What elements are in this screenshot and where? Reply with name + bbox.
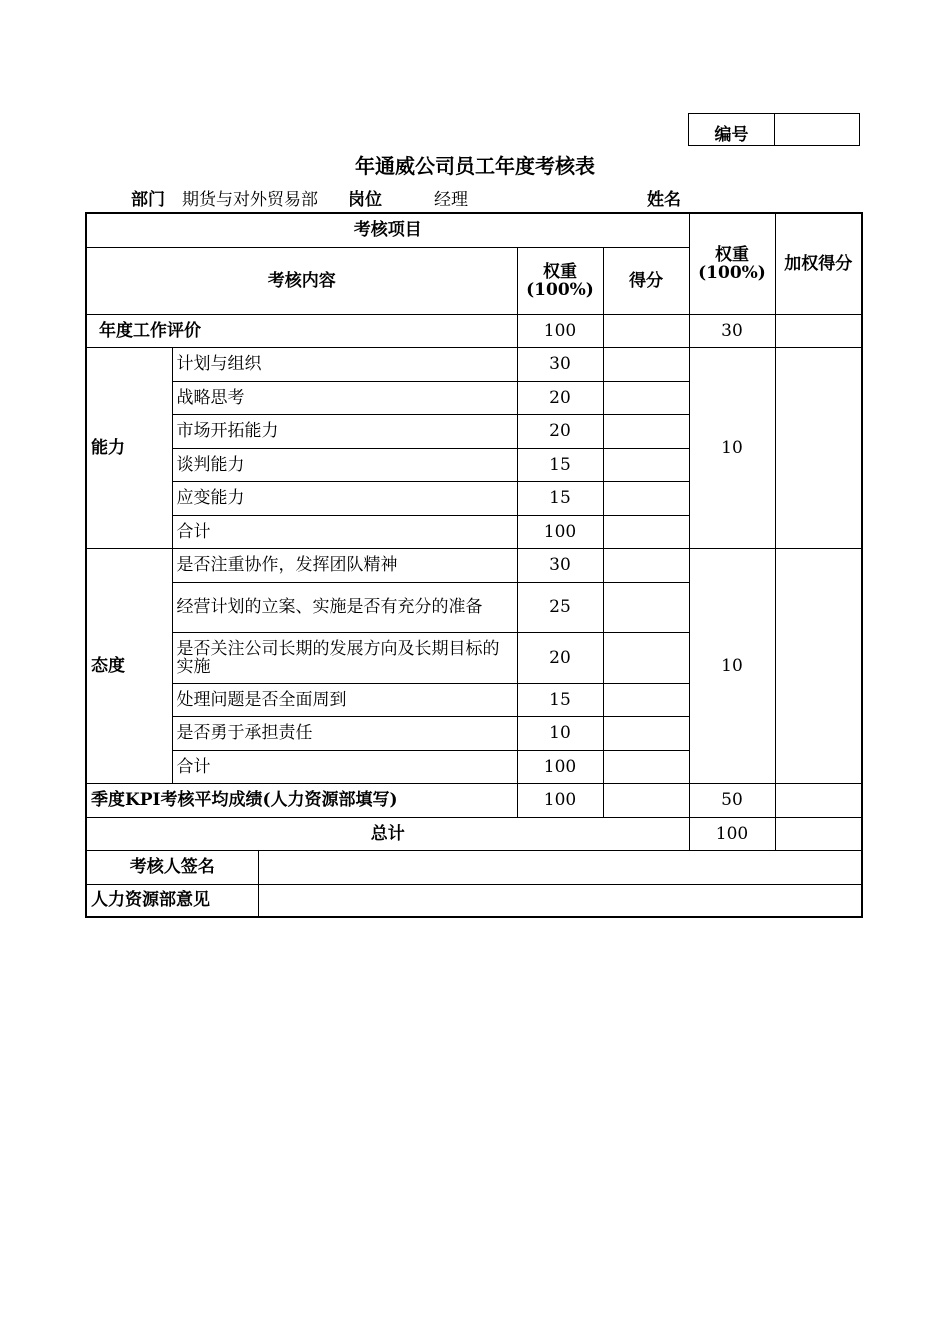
ability-label: 能力: [86, 347, 172, 548]
attitude-row-content: 是否注重协作，发挥团队精神: [172, 548, 517, 582]
attitude-row-score-cell[interactable]: [603, 716, 689, 750]
attitude-row-weight: 10: [517, 716, 603, 750]
ability-row-content: 计划与组织: [172, 347, 517, 381]
kpi-outer-weight: 50: [689, 783, 775, 817]
header-content: 考核内容: [86, 247, 517, 314]
annual-weighted-cell[interactable]: [775, 314, 862, 347]
header-weight-line1: 权重: [543, 261, 577, 282]
ability-subtotal-score-cell[interactable]: [603, 515, 689, 548]
header-weighted-score: 加权得分: [775, 213, 862, 314]
ability-row-score-cell[interactable]: [603, 347, 689, 381]
hr-opinion-field[interactable]: [258, 884, 862, 917]
ability-outer-weight: 10: [689, 347, 775, 548]
ability-row-score-cell[interactable]: [603, 481, 689, 515]
attitude-row-score-cell[interactable]: [603, 548, 689, 582]
attitude-row-weight: 30: [517, 548, 603, 582]
dept-label: 部门: [131, 190, 165, 210]
attitude-row-score-cell[interactable]: [603, 632, 689, 683]
ability-row-score-cell[interactable]: [603, 381, 689, 414]
attitude-row-weight: 15: [517, 683, 603, 716]
id-box: [688, 113, 860, 146]
hr-opinion-label: 人力资源部意见: [86, 884, 258, 917]
ability-subtotal-weight: 100: [517, 515, 603, 548]
attitude-row-content: 是否关注公司长期的发展方向及长期目标的实施: [172, 632, 517, 683]
header-weight: [517, 247, 603, 314]
attitude-row-weight: 20: [517, 632, 603, 683]
signature-label: 考核人签名: [86, 850, 258, 884]
ability-row-weight: 15: [517, 481, 603, 515]
kpi-weight: 100: [517, 783, 603, 817]
header-outer-weight-line2: (100%): [698, 262, 766, 283]
ability-row-content: 谈判能力: [172, 448, 517, 481]
attitude-row-content: 处理问题是否全面周到: [172, 683, 517, 716]
annual-weight: 100: [517, 314, 603, 347]
ability-row-weight: 20: [517, 414, 603, 448]
total-label: 总计: [86, 817, 689, 850]
ability-row-weight: 20: [517, 381, 603, 414]
name-label: 姓名: [647, 190, 681, 210]
post-value: 经理: [434, 190, 468, 210]
signature-field[interactable]: [258, 850, 862, 884]
kpi-score-cell[interactable]: [603, 783, 689, 817]
ability-row-score-cell[interactable]: [603, 414, 689, 448]
ability-weighted-cell[interactable]: [775, 347, 862, 548]
ability-row-content: 市场开拓能力: [172, 414, 517, 448]
attitude-row-content: 是否勇于承担责任: [172, 716, 517, 750]
header-outer-weight: [689, 213, 775, 314]
annual-label: 年度工作评价: [86, 314, 517, 347]
kpi-weighted-cell[interactable]: [775, 783, 862, 817]
total-outer-weight: 100: [689, 817, 775, 850]
attitude-row-score-cell[interactable]: [603, 582, 689, 632]
attitude-row-content: 经营计划的立案、实施是否有充分的准备: [172, 582, 517, 632]
page-title: 年通威公司员工年度考核表: [355, 154, 595, 178]
annual-outer-weight: 30: [689, 314, 775, 347]
attitude-label: 态度: [86, 548, 172, 783]
attitude-subtotal-score-cell[interactable]: [603, 750, 689, 783]
attitude-row-weight: 25: [517, 582, 603, 632]
annual-score-cell[interactable]: [603, 314, 689, 347]
header-outer-weight-line1: 权重: [715, 244, 749, 265]
ability-row-score-cell[interactable]: [603, 448, 689, 481]
assessment-table: [85, 212, 863, 918]
ability-row-content: 应变能力: [172, 481, 517, 515]
attitude-weighted-cell[interactable]: [775, 548, 862, 783]
total-weighted-cell[interactable]: [775, 817, 862, 850]
header-item: 考核项目: [86, 213, 689, 247]
post-label: 岗位: [348, 190, 382, 210]
attitude-outer-weight: 10: [689, 548, 775, 783]
dept-value: 期货与对外贸易部: [182, 190, 318, 210]
attitude-subtotal-weight: 100: [517, 750, 603, 783]
ability-subtotal-label: 合计: [172, 515, 517, 548]
attitude-subtotal-label: 合计: [172, 750, 517, 783]
kpi-label: 季度KPI考核平均成绩(人力资源部填写): [86, 783, 517, 817]
attitude-row-score-cell[interactable]: [603, 683, 689, 716]
ability-row-weight: 15: [517, 448, 603, 481]
id-value-field[interactable]: [775, 114, 859, 145]
ability-row-weight: 30: [517, 347, 603, 381]
ability-row-content: 战略思考: [172, 381, 517, 414]
header-weight-line2: (100%): [526, 279, 594, 300]
header-score: 得分: [603, 247, 689, 314]
id-label: 编号: [689, 114, 775, 145]
